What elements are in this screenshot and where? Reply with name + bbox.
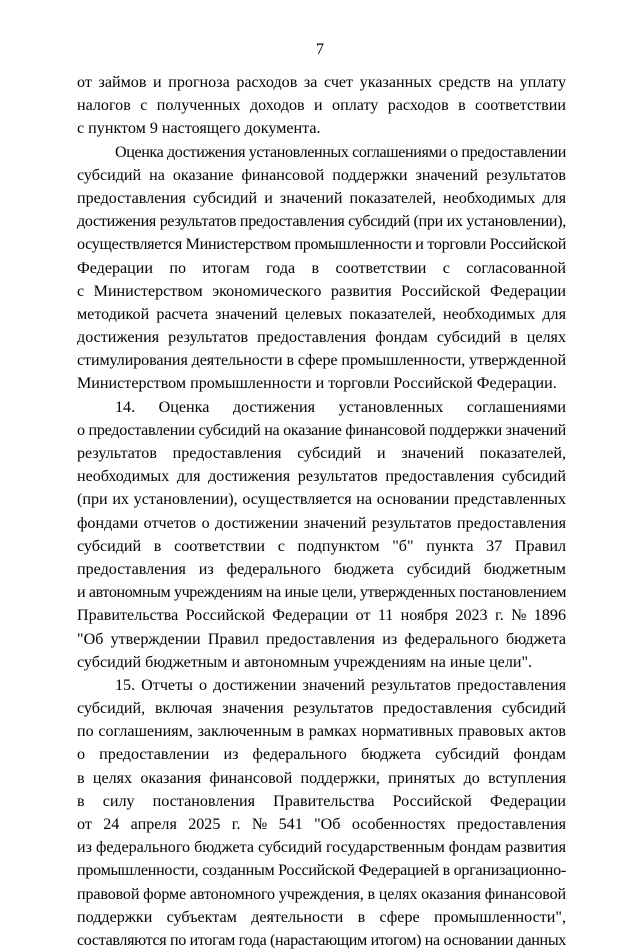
text-line: достижения результатов предоставления фондам субсидий в целях xyxy=(77,329,566,347)
text-line: правовой форме автономного учреждения, в целях оказания финансовой xyxy=(77,885,566,903)
text-line: осуществляется Министерством промышленности и торговли Российской xyxy=(77,236,566,254)
text-line: составляются по итогам года (нарастающим итогом) на основании данных xyxy=(77,931,566,949)
text-line: 15. Отчеты о достижении значений результатов предоставления xyxy=(115,676,566,694)
text-line: (при их установлении), осуществляется на основании представленных xyxy=(77,491,566,509)
document-body xyxy=(77,71,566,952)
text-line: субсидий в соответствии с подпунктом "б" пункта 37 Правил xyxy=(77,537,566,555)
text-line: предоставления субсидий и значений показателей, необходимых для xyxy=(77,189,566,207)
text-line: в целях оказания финансовой поддержки, принятых до вступления xyxy=(77,769,566,787)
text-line: от займов и прогноза расходов за счет указанных средств на уплату xyxy=(77,74,566,91)
text-line: с пунктом 9 настоящего документа. xyxy=(77,120,321,138)
text-line: из федерального бюджета субсидий государственным фондам развития xyxy=(77,839,566,857)
text-line: результатов предоставления субсидий и значений показателей, xyxy=(77,445,566,462)
text-line: налогов с полученных доходов и оплату расходов в соответствии xyxy=(77,97,566,115)
text-line: поддержки субъектам деятельности в сфере промышленности", xyxy=(77,908,566,926)
text-line: методикой расчета значений целевых показателей, необходимых для xyxy=(77,305,566,323)
text-line: Оценка достижения установленных соглашениями о предоставлении xyxy=(115,143,566,161)
text-line: "Об утверждении Правил предоставления из федерального бюджета xyxy=(77,630,566,648)
text-line: субсидий бюджетным и автономным учреждениям на иные цели". xyxy=(77,653,533,671)
text-line: субсидий, включая значения результатов предоставления субсидий xyxy=(77,700,566,718)
text-line: с Министерством экономического развития Российской Федерации xyxy=(77,282,566,300)
text-line: достижения результатов предоставления субсидий (при их установлении), xyxy=(77,213,566,231)
text-line: предоставления из федерального бюджета субсидий бюджетным xyxy=(77,560,566,578)
text-line: субсидий на оказание финансовой поддержки значений результатов xyxy=(77,166,566,184)
text-line: фондами отчетов о достижении значений результатов предоставления xyxy=(77,514,566,532)
text-line: в силу постановления Правительства Российской Федерации xyxy=(77,792,566,810)
page-number: 7 xyxy=(316,41,324,58)
text-line: от 24 апреля 2025 г. № 541 "Об особенностях предоставления xyxy=(77,816,566,833)
text-line: по соглашениям, заключенным в рамках нормативных правовых актов xyxy=(77,723,566,741)
text-line: о предоставлении из федерального бюджета субсидий фондам xyxy=(77,746,566,764)
text-line: и автономным учреждениям на иные цели, утвержденных постановлением xyxy=(77,584,566,602)
text-line: Министерством промышленности и торговли Российской Федерации. xyxy=(77,375,557,393)
text-line: Федерации по итогам года в соответствии с согласованной xyxy=(77,259,566,277)
text-line: о предоставлении субсидий на оказание финансовой поддержки значений xyxy=(77,421,566,439)
text-line: необходимых для достижения результатов предоставления субсидий xyxy=(77,468,566,486)
text-line: Правительства Российской Федерации от 11 ноября 2023 г. № 1896 xyxy=(77,607,566,625)
text-line: 14. Оценка достижения установленных соглашениями xyxy=(115,398,566,416)
text-line: стимулирования деятельности в сфере промышленности, утвержденной xyxy=(77,352,566,370)
text-line: промышленности, созданным Российской Федерацией в организационно- xyxy=(77,862,567,880)
